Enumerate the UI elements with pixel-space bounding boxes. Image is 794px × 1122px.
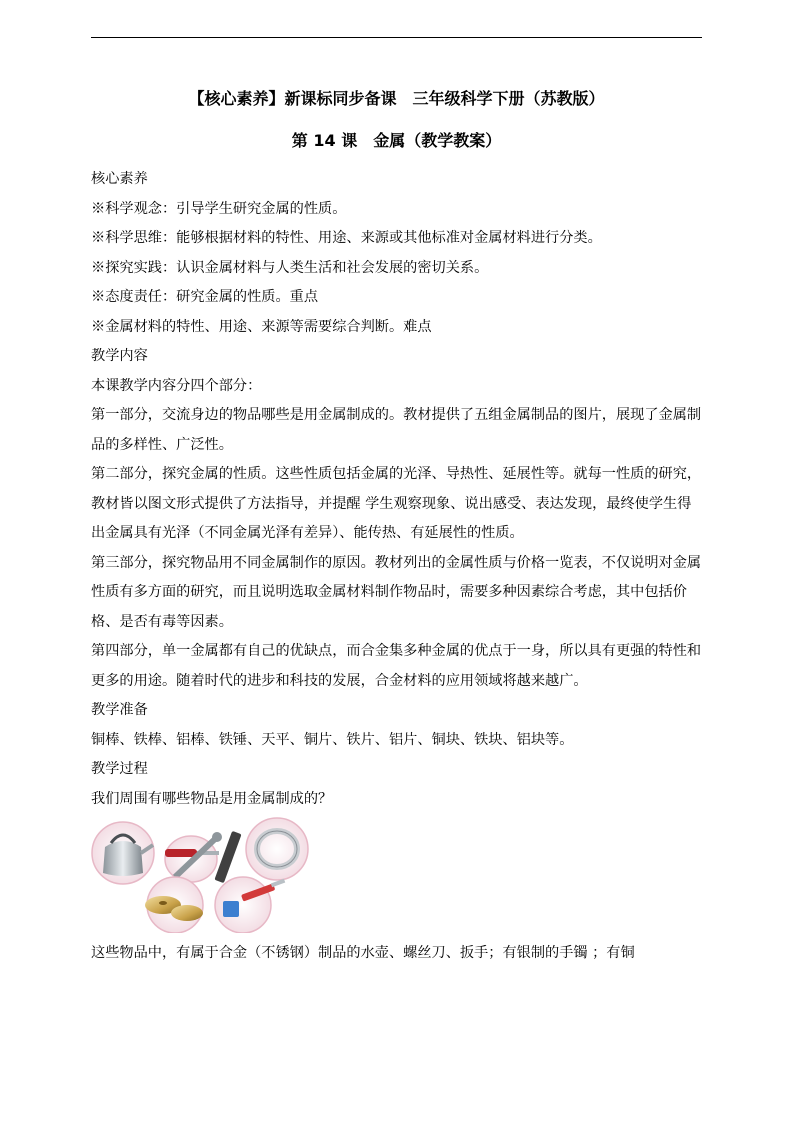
process-question: 我们周围有哪些物品是用金属制成的？ bbox=[91, 790, 333, 807]
tools-icon bbox=[165, 832, 222, 882]
core-heading: 核心素养 bbox=[91, 171, 148, 187]
content-part-4: 第四部分，单一金属都有自己的优缺点，而合金集多种金属的优点于一身，所以具有更强的特性和更多的用途。随着时代的进步和科技的发展，合金材料的应用领域将越来越广。 bbox=[91, 643, 702, 689]
core-item-2: ※科学思维：能够根据材料的特性、用途、来源或其他标准对金属材料进行分类。 bbox=[91, 230, 602, 246]
prep-materials: 铜棒、铁棒、铝棒、铁锤、天平、铜片、铁片、铝片、铜块、铁块、铝块等。 bbox=[91, 731, 574, 748]
core-item-4: ※态度责任：研究金属的性质。重点 bbox=[91, 289, 319, 305]
content-part-1: 第一部分，交流身边的物品哪些是用金属制成的。教材提供了五组金属制品的图片，展现了金属制品的多样性、广泛性。 bbox=[91, 407, 702, 453]
cymbal-icon bbox=[145, 877, 203, 933]
core-item-5: ※金属材料的特性、用途、来源等需要综合判断。难点 bbox=[91, 318, 432, 335]
kettle-icon bbox=[92, 822, 154, 884]
sharpener-icon bbox=[215, 877, 285, 933]
bracelet-icon bbox=[246, 818, 308, 880]
content-part-2: 第二部分，探究金属的性质。这些性质包括金属的光泽、导热性、延展性等。就每一性质的研究，教材皆以图文形式提供了方法指导，并提醒 学生观察现象、说出感受、表达发现，最终使学生得出金属具有光泽（不同金属光泽有差异）、能传热、有延展性的性质。 bbox=[91, 466, 702, 541]
header-rule bbox=[91, 37, 702, 38]
core-item-1: ※科学观念：引导学生研究金属的性质。 bbox=[91, 200, 347, 217]
core-item-3: ※探究实践：认识金属材料与人类生活和社会发展的密切关系。 bbox=[91, 259, 489, 276]
process-heading: 教学过程 bbox=[91, 761, 148, 777]
doc-title: 【核心素养】新课标同步备课 三年级科学下册（苏教版） bbox=[188, 89, 605, 108]
lesson-title: 第 14 课 金属（教学教案） bbox=[291, 131, 502, 150]
content-heading: 教学内容 bbox=[91, 348, 148, 364]
document-body bbox=[91, 165, 702, 969]
metal-objects-figure bbox=[91, 817, 313, 933]
content-part-3: 第三部分，探究物品用不同金属制作的原因。教材列出的金属性质与价格一览表，不仅说明对金属性质有多方面的研究，而且说明选取金属材料制作物品时，需要多种因素综合考虑，其中包括价格、是否有毒等因素。 bbox=[91, 554, 702, 630]
process-answer: 这些物品中，有属于合金（不锈钢）制品的水壶、螺丝刀、扳手；有银制的手镯 ；有铜 bbox=[91, 945, 635, 961]
metal-objects-illustration bbox=[91, 817, 313, 933]
prep-heading: 教学准备 bbox=[91, 702, 148, 718]
content-intro: 本课教学内容分四个部分： bbox=[91, 377, 262, 394]
